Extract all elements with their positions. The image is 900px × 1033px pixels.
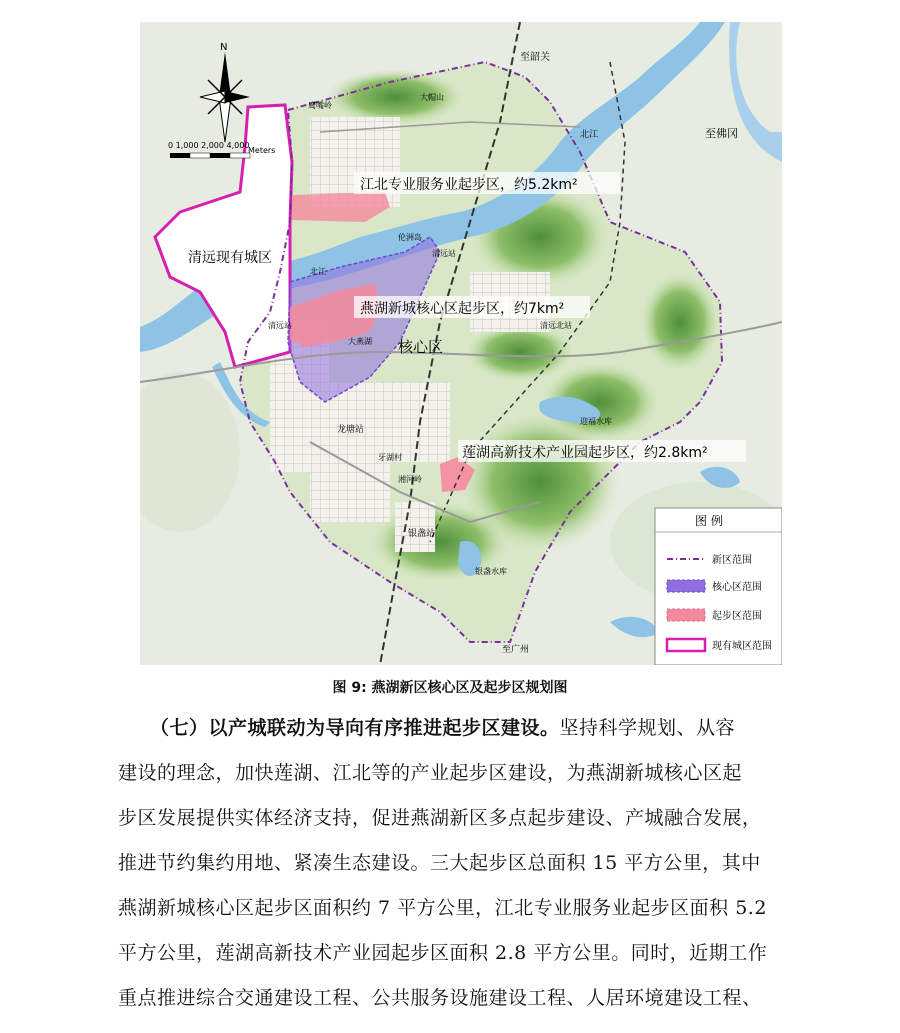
paragraph-line-5: 燕湖新城核心区起步区面积约 7 平方公里，江北专业服务业起步区面积 5.2 (118, 897, 767, 919)
legend-city-swatch (667, 639, 705, 651)
label-zhi-guangzhou: 至广州 (502, 645, 530, 655)
label-yingfu-reservoir: 迎福水库 (580, 417, 612, 426)
label-qingyuan-north-station: 清远北站 (540, 321, 572, 330)
paragraph-line-1 (118, 706, 808, 751)
callout-yanhu: 燕湖新城核心区起步区，约7km² (360, 301, 565, 317)
paragraph-heading: （七）以产城联动为导向有序推进起步区建设。 (150, 717, 560, 739)
label-dayan-lake: 大燕湖 (348, 337, 372, 346)
scale-unit: Meters (248, 146, 276, 155)
north-label: N (220, 42, 228, 53)
label-yinzhan-reservoir: 银盏水库 (475, 567, 507, 576)
callout-jiangbei: 江北专业服务业起步区，约5.2km² (360, 177, 578, 193)
label-xianghe: 湘河岭 (398, 475, 422, 484)
label-longtang-station: 龙塘站 (337, 425, 365, 435)
legend-core-swatch (667, 580, 705, 592)
scale-bar (170, 153, 250, 158)
legend-core-label: 核心区范围 (712, 582, 762, 593)
label-qingyuan-south: 清远站 (268, 321, 292, 330)
label-yinzhan-station: 银盏站 (408, 529, 436, 539)
label-hexin: 核心区 (398, 338, 444, 356)
paragraph-line-7: 重点推进综合交通建设工程、公共服务设施建设工程、人居环境建设工程、 (118, 987, 762, 1009)
label-qingyuan-station: 清远站 (432, 249, 456, 258)
figure-caption: 图 9: 燕湖新区核心区及起步区规划图 (332, 680, 568, 696)
label-qingyuan-city: 清远现有城区 (188, 250, 272, 266)
legend-start-swatch (667, 609, 705, 621)
label-yahu-village: 牙湖村 (378, 453, 402, 462)
label-zhi-foshan: 至佛冈 (705, 127, 738, 140)
paragraph-line-3: 步区发展提供实体经济支持，促进燕湖新区多点起步建设、产城融合发展， (118, 807, 762, 829)
label-zhi-shaoguan: 至韶关 (520, 52, 550, 63)
planning-map (140, 22, 782, 665)
body-paragraph (118, 706, 808, 1021)
legend-city-label: 现有城区范围 (712, 641, 772, 652)
paragraph-line-1-text: 坚持科学规划、从容 (559, 717, 736, 739)
legend-title: 图 例 (695, 514, 723, 528)
label-mt-top: 大帽山 (420, 93, 444, 102)
label-lunzhou-island: 伦洲岛 (398, 233, 422, 242)
paragraph-line-2: 建设的理念，加快莲湖、江北等的产业起步区建设，为燕湖新城核心区起 (118, 762, 743, 784)
legend-new-district-label: 新区范围 (712, 555, 752, 566)
label-beijiang-mid: 北江 (310, 267, 326, 276)
label-mt-left: 鹰嘴岭 (308, 101, 332, 110)
scale-numbers: 0 1,000 2,000 4,000 (168, 141, 250, 150)
label-beijiang-top: 北江 (580, 130, 599, 140)
legend-start-label: 起步区范围 (712, 611, 762, 622)
callout-lianhu: 莲湖高新技术产业园起步区，约2.8km² (462, 445, 708, 461)
paragraph-line-6: 平方公里，莲湖高新技术产业园起步区面积 2.8 平方公里。同时，近期工作 (118, 942, 768, 964)
paragraph-line-4: 推进节约集约用地、紧凑生态建设。三大起步区总面积 15 平方公里，其中 (118, 852, 761, 874)
